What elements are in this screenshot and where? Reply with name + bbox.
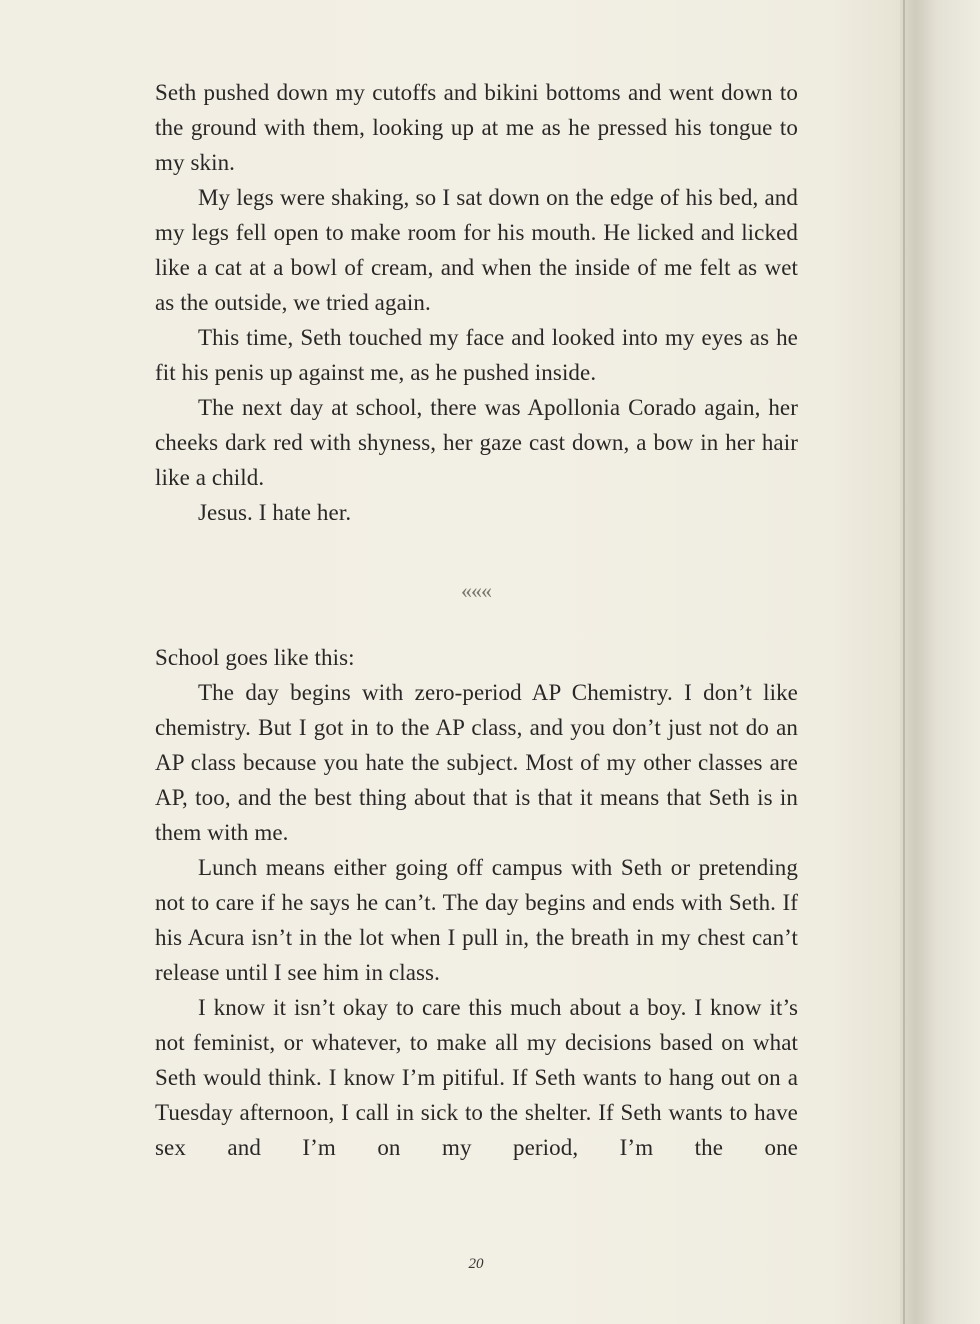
paragraph: Jesus. I hate her. (198, 500, 352, 525)
paragraph: Lunch means either going off campus with Seth or pretending not to care if he says he can’t. The day begins and ends with Seth. If his Acura isn’t in the lot when I pull in, the breath in my chest can’t release until I see him in class. (155, 855, 798, 985)
paragraph: I know it isn’t okay to care this much about a boy. I know it’s not feminist, or whatever, to make all my decisions based on what Seth would think. I know I’m pitiful. If Seth wants to hang out on a Tuesday afternoon, I call in sick to the shelter. If Seth wants to have sex and I’m on my period, I’m the one (155, 995, 798, 1160)
paragraph: School goes like this: (155, 645, 355, 670)
text-block-bottom (155, 640, 798, 1165)
page-number: 20 (468, 1256, 484, 1272)
paragraph: Seth pushed down my cutoffs and bikini bottoms and went down to the ground with them, looking up at me as he pressed his tongue to my skin. (155, 80, 798, 175)
paragraph: My legs were shaking, so I sat down on the edge of his bed, and my legs fell open to make room for his mouth. He licked and licked like a cat at a bowl of cream, and when the inside of me felt as wet as the outside, we tried again. (155, 185, 798, 315)
book-gutter (900, 0, 980, 1324)
paragraph: The next day at school, there was Apollonia Corado again, her cheeks dark red with shyness, her gaze cast down, a bow in her hair like a child. (155, 395, 798, 490)
paragraph: This time, Seth touched my face and looked into my eyes as he fit his penis up against me, as he pushed inside. (155, 325, 798, 385)
gutter-edge (903, 0, 905, 1324)
text-block-top (155, 75, 798, 530)
section-break-ornament: ««« (461, 578, 491, 603)
paragraph: The day begins with zero-period AP Chemistry. I don’t like chemistry. But I got in to the AP class, and you don’t just not do an AP class because you hate the subject. Most of my other classes are AP, too, and the best thing about that is that it means that Seth is in them with me. (155, 680, 798, 845)
